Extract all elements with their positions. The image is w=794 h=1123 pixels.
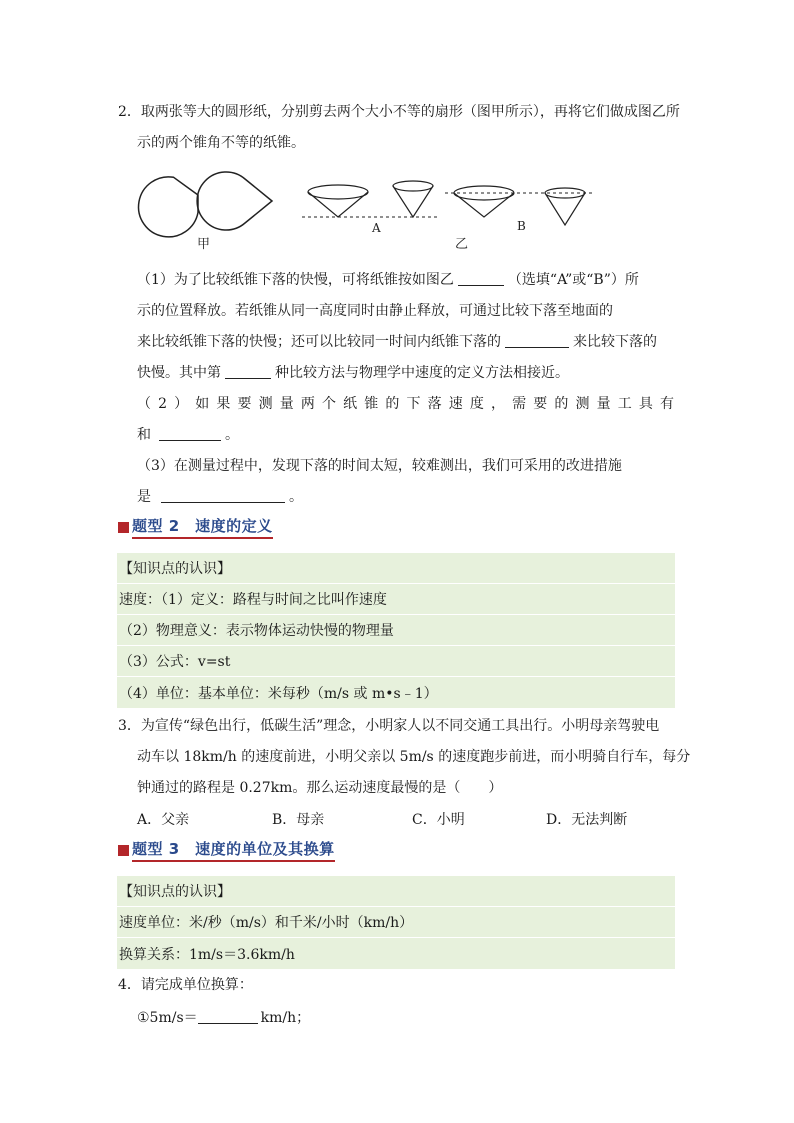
paper-circle-large-cut	[197, 172, 272, 230]
q2-figure	[135, 165, 605, 255]
knowledge-row: （3）公式：v=st	[117, 646, 675, 677]
q2-stem-line1: 2．取两张等大的圆形纸，分别剪去两个大小不等的扇形（图甲所示），再将它们做成图乙所	[118, 104, 680, 120]
q3-option-a[interactable]: A．父亲	[137, 812, 190, 828]
heading-marker-icon	[118, 845, 129, 856]
q2-part3-line2: 是 。	[137, 489, 303, 505]
section-heading-type2: 题型 2 速度的定义	[118, 514, 273, 540]
q2-stem-line2: 示的两个锥角不等的纸锥。	[137, 135, 305, 151]
q3-option-d[interactable]: D．无法判断	[546, 812, 628, 828]
figure-label-b: B	[517, 219, 526, 233]
cone-a1-body	[308, 192, 368, 217]
answer-blank[interactable]	[161, 489, 285, 503]
q3-line3: 钟通过的路程是 0.27km。那么运动速度最慢的是（ ）	[137, 780, 503, 796]
q2-part1-line3: 来比较纸锥下落的快慢；还可以比较同一时间内纸锥下落的 来比较下落的	[137, 334, 657, 350]
q2-part3-line1: （3）在测量过程中，发现下落的时间太短，较难测出，我们可采用的改进措施	[137, 458, 622, 474]
q3-number: 3．	[118, 718, 141, 734]
answer-blank[interactable]	[198, 1010, 258, 1024]
figure-label-jia: 甲	[197, 237, 211, 252]
q3-line1: 3．为宣传“绿色出行，低碳生活”理念，小明家人以不同交通工具出行。小明母亲驾驶电	[118, 718, 660, 734]
q2-part1-line2: 示的位置释放。若纸锥从同一高度同时由静止释放，可通过比较下落至地面的	[137, 303, 613, 319]
cone-a1-top	[308, 185, 368, 199]
knowledge-row: 【知识点的认识】	[117, 876, 675, 907]
knowledge-box-type3	[117, 876, 675, 969]
q4-number: 4．	[118, 977, 141, 993]
heading-marker-icon	[118, 522, 129, 533]
q2-part2-line1: （2）如果要测量两个纸锥的下落速度，需要的测量工具有	[137, 396, 674, 412]
q2-part1-line4: 快慢。其中第 种比较方法与物理学中速度的定义方法相接近。	[137, 365, 569, 381]
cone-a2-top	[393, 181, 433, 191]
answer-blank[interactable]	[458, 272, 504, 286]
knowledge-row: 速度：（1）定义：路程与时间之比叫作速度	[117, 584, 675, 615]
q2-part2-line2: 和 。	[137, 427, 239, 443]
knowledge-row: （2）物理意义：表示物体运动快慢的物理量	[117, 615, 675, 646]
section-heading-type3: 题型 3 速度的单位及其换算	[118, 837, 335, 863]
q3-option-c[interactable]: C．小明	[412, 812, 465, 828]
knowledge-row: 速度单位：米/秒（m/s）和千米/小时（km/h）	[117, 907, 675, 938]
q3-option-b[interactable]: B．母亲	[272, 812, 325, 828]
knowledge-row: 【知识点的认识】	[117, 553, 675, 584]
figure-label-yi: 乙	[455, 237, 469, 252]
answer-blank[interactable]	[505, 334, 569, 348]
answer-blank[interactable]	[225, 365, 271, 379]
paper-circle-small-cut	[139, 177, 198, 237]
answer-blank[interactable]	[159, 427, 221, 441]
q3-line2: 动车以 18km/h 的速度前进，小明父亲以 5m/s 的速度跑步前进，而小明骑自行车，每分	[137, 749, 691, 765]
q4-item1: ①5m/s＝ km/h；	[137, 1010, 311, 1026]
q4-stem: 4．请完成单位换算：	[118, 977, 253, 993]
q2-number: 2．	[118, 104, 141, 120]
q2-part1-line1: （1）为了比较纸锥下落的快慢，可将纸锥按如图乙 （选填“A”或“B”）所	[137, 272, 639, 288]
figure-label-a: A	[372, 221, 381, 235]
cone-b1-body	[454, 193, 514, 217]
knowledge-box-type2	[117, 553, 675, 708]
knowledge-row: （4）单位：基本单位：米每秒（m/s 或 m•s﹣1）	[119, 685, 438, 702]
knowledge-row: 换算关系：1m/s＝3.6km/h	[119, 946, 295, 963]
